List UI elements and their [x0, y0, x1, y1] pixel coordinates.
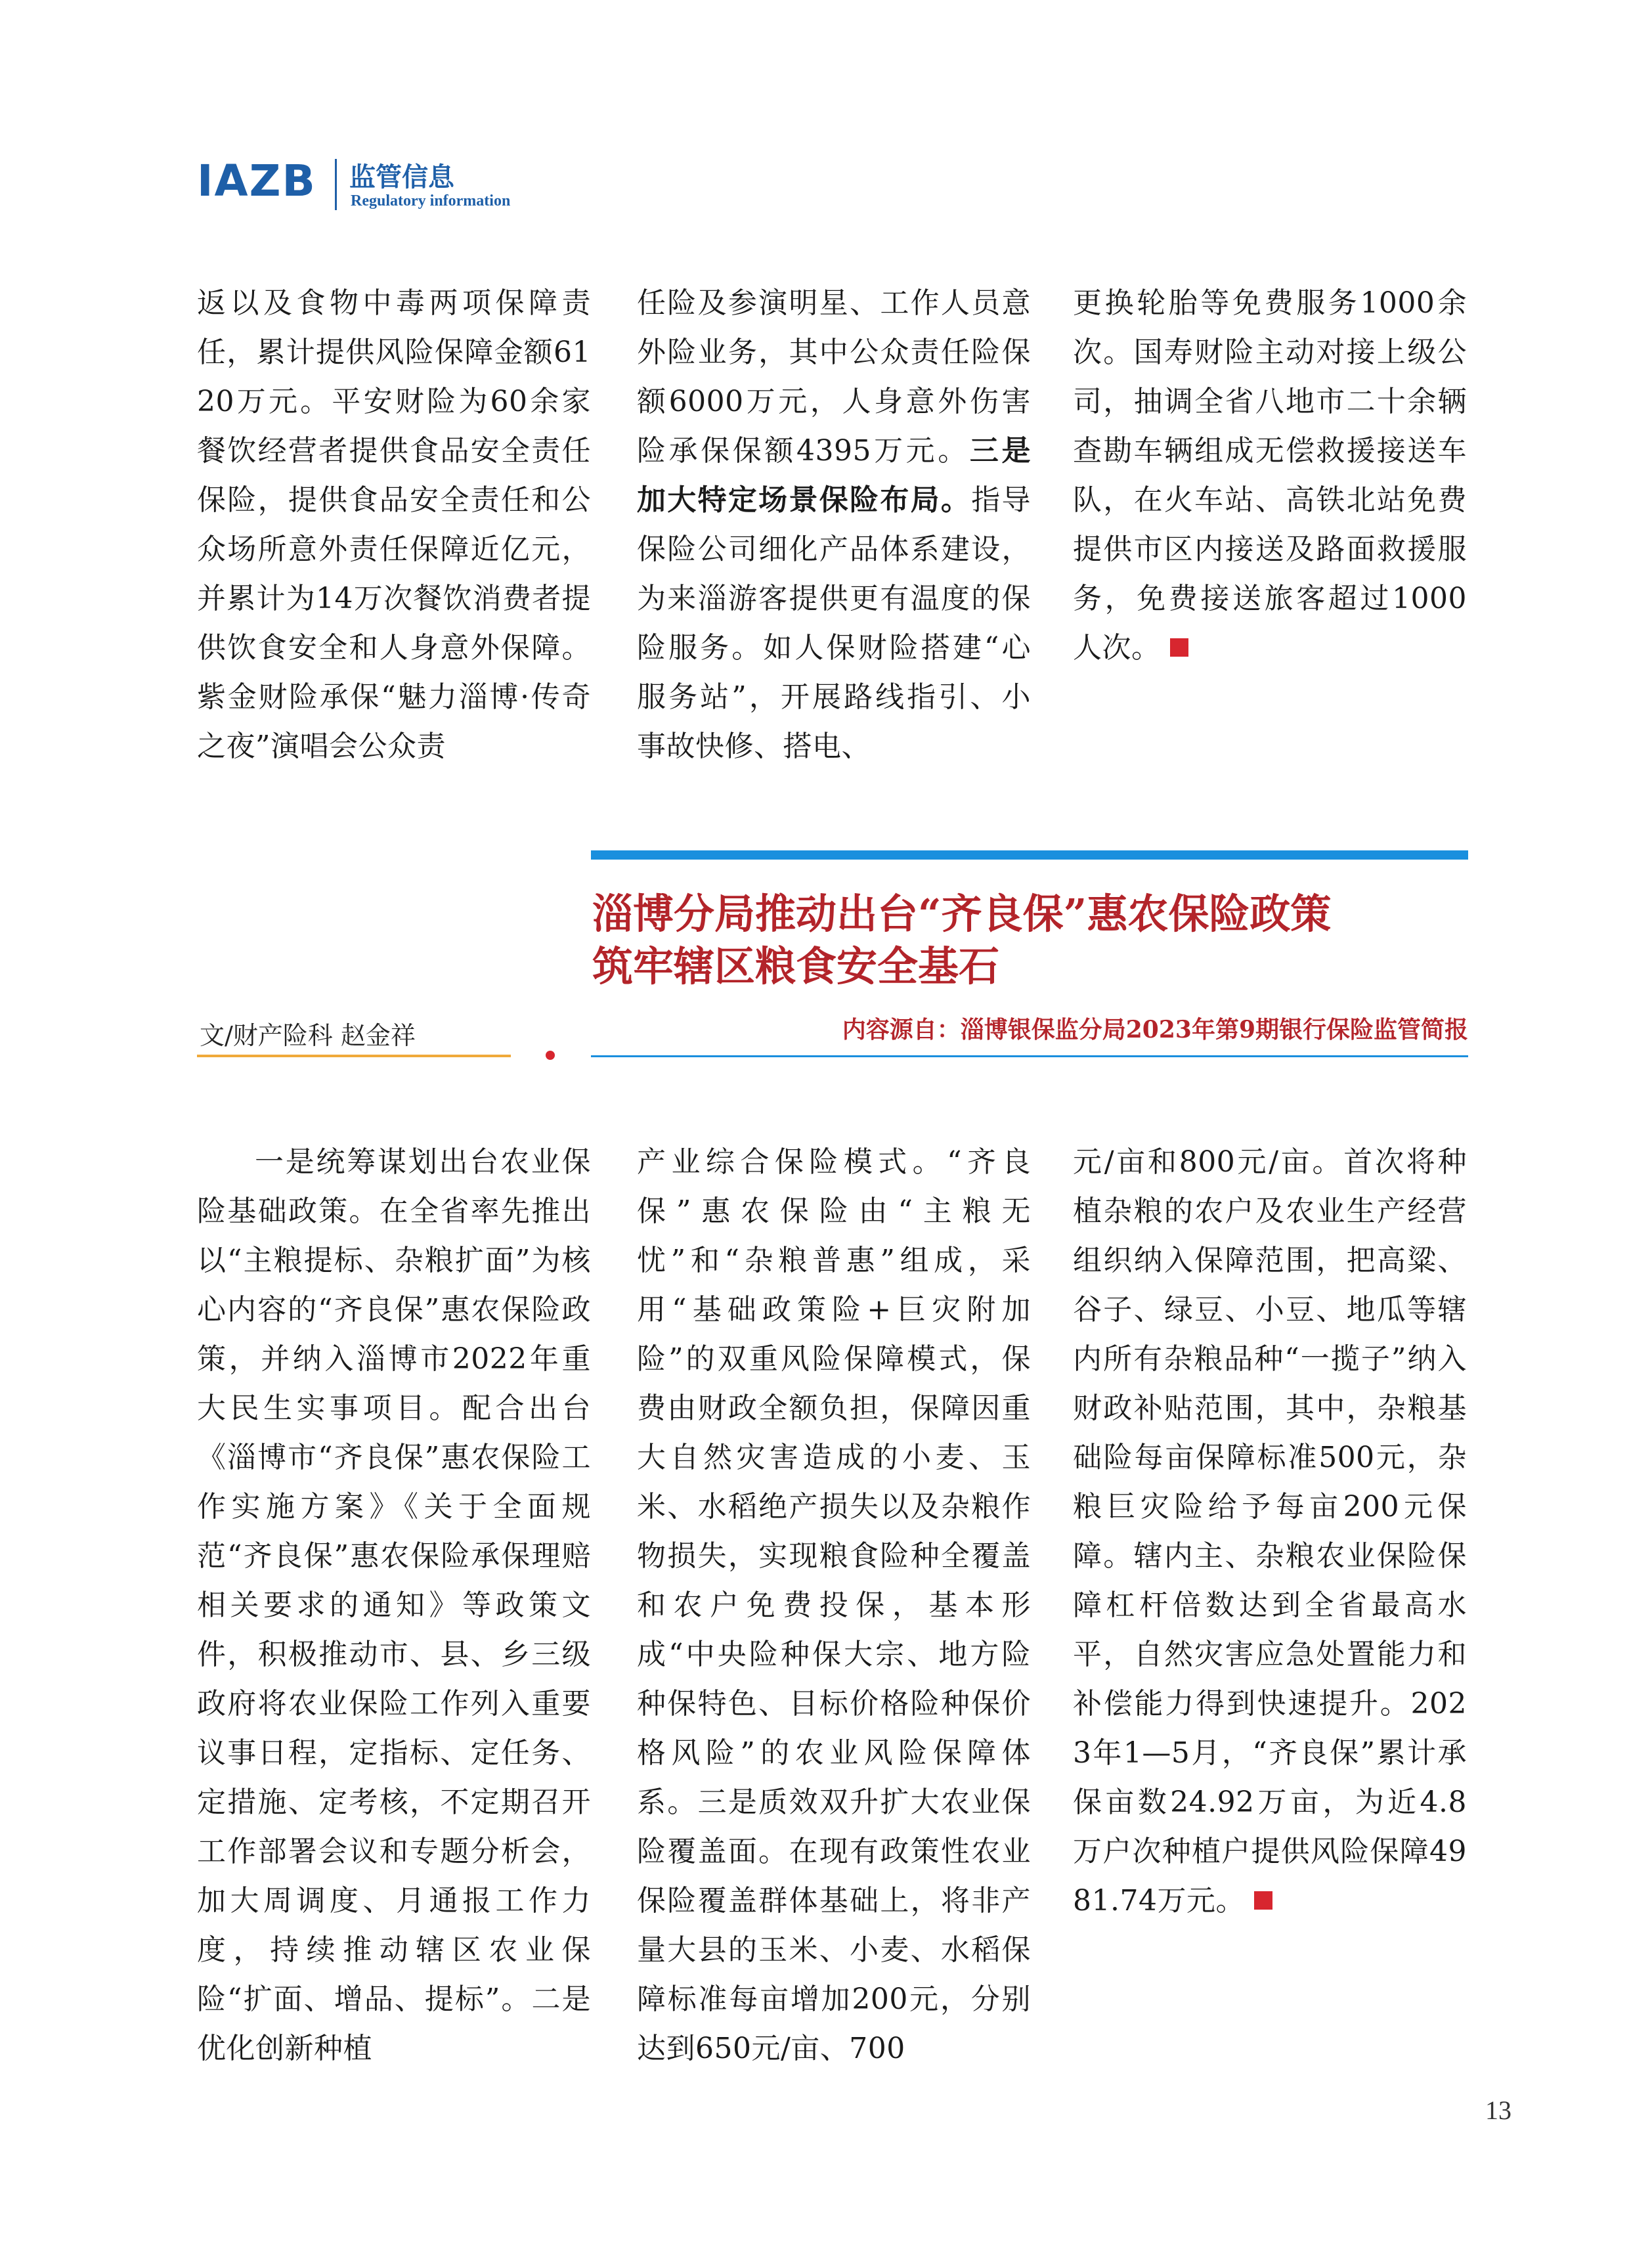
logo-text: IAZB: [197, 156, 316, 206]
source-underline: [591, 1055, 1468, 1057]
page-number: 13: [1485, 2095, 1511, 2125]
prev-article-column-3: [1073, 278, 1467, 672]
section-title: 监管信息: [349, 162, 454, 192]
article-column-3: [1073, 1137, 1467, 1925]
end-of-article-mark: [1254, 1891, 1272, 1910]
article-top-bar: [591, 850, 1468, 860]
byline-underline: [197, 1055, 511, 1057]
article-paragraph-3: [1073, 1137, 1467, 1925]
article-column-1: [197, 1137, 591, 2073]
end-of-article-mark: [1170, 638, 1188, 657]
article-source: 内容源自：淄博银保监分局2023年第9期银行保险监管简报: [842, 1016, 1468, 1043]
article-byline: 文/财产险科 赵金祥: [200, 1021, 416, 1050]
prev-article-text-1: 返以及食物中毒两项保障责任，累计提供风险保障金额6120万元。平安财险为60余家餐饮经营者提供食品安全责任保险，提供食品安全责任和公众场所意外责任保障近亿元，并累计为14万次餐饮消费者提供饮食安全和人身意外保障。紫金财险承保“魅力淄博·传奇之夜”演唱会公众责: [197, 286, 591, 763]
article-text-3: 元/亩和800元/亩。首次将种植杂粮的农户及农业生产经营组织纳入保障范围，把高粱、谷子、绿豆、小豆、地瓜等辖内所有杂粮品种“一揽子”纳入财政补贴范围，其中，杂粮基础险每亩保障标准500元，杂粮巨灾险给予每亩200元保障。辖内主、杂粮农业保险保障杠杆倍数达到全省最高水平，自然灾害应急处置能力和补偿能力得到快速提升。2023年1—5月，“齐良保”累计承保亩数24.92万亩，为近4.8万户次种植户提供风险保障4981.74万元。: [1073, 1145, 1467, 1917]
section-subtitle: Regulatory information: [351, 192, 511, 209]
prev-article-bold-heading: 三是加大特定场景保险布局。: [637, 434, 1031, 517]
prev-article-text-2a: 任险及参演明星、工作人员意外险业务，其中公众责任险保额6000万元，人身意外伤害险承保保额4395万元。: [637, 286, 1031, 468]
prev-article-column-1: [197, 278, 591, 771]
header-divider: [335, 159, 337, 210]
article-title-line-2: 筑牢辖区粮食安全基石: [592, 942, 1000, 990]
article-title-line-1: 淄博分局推动出台“齐良保”惠农保险政策: [592, 890, 1332, 938]
article-text-2: 产业综合保险模式。“齐良保”惠农保险由“主粮无忧”和“杂粮普惠”组成，采用“基础政策险+巨灾附加险”的双重风险保障模式，保费由财政全额负担，保障因重大自然灾害造成的小麦、玉米、水稻绝产损失以及杂粮作物损失，实现粮食险种全覆盖和农户免费投保，基本形成“中央险种保大宗、地方险种保特色、目标价格险种保价格风险”的农业风险保障体系。三是质效双升扩大农业保险覆盖面。在现有政策性农业保险覆盖群体基础上，将非产量大县的玉米、小麦、水稻保障标准每亩增加200元，分别达到650元/亩、700: [637, 1145, 1031, 2065]
article-text-1: 一是统筹谋划出台农业保险基础政策。在全省率先推出以“主粮提标、杂粮扩面”为核心内容的“齐良保”惠农保险政策，并纳入淄博市2022年重大民生实事项目。配合出台《淄博市“齐良保”惠农保险工作实施方案》《关于全面规范“齐良保”惠农保险承保理赔相关要求的通知》等政策文件，积极推动市、县、乡三级政府将农业保险工作列入重要议事日程，定指标、定任务、定措施、定考核，不定期召开工作部署会议和专题分析会，加大周调度、月通报工作力度，持续推动辖区农业保险“扩面、增品、提标”。二是优化创新种植: [197, 1145, 591, 2065]
magazine-logo: [197, 156, 316, 206]
article-column-2: [637, 1137, 1031, 2073]
prev-article-paragraph-2: [637, 278, 1031, 771]
prev-article-text-3: 更换轮胎等免费服务1000余次。国寿财险主动对接上级公司，抽调全省八地市二十余辆查勘车辆组成无偿救援接送车队，在火车站、高铁北站免费提供市区内接送及路面救援服务，免费接送旅客超过1000人次。: [1073, 286, 1467, 665]
prev-article-paragraph-3: [1073, 278, 1467, 672]
divider-dot: [546, 1051, 555, 1060]
prev-article-text-2b: 指导保险公司细化产品体系建设，为来淄游客提供更有温度的保险服务。如人保财险搭建“心服务站”，开展路线指引、小事故快修、搭电、: [637, 483, 1032, 763]
article-title: [592, 888, 1472, 993]
prev-article-column-2: [637, 278, 1031, 771]
